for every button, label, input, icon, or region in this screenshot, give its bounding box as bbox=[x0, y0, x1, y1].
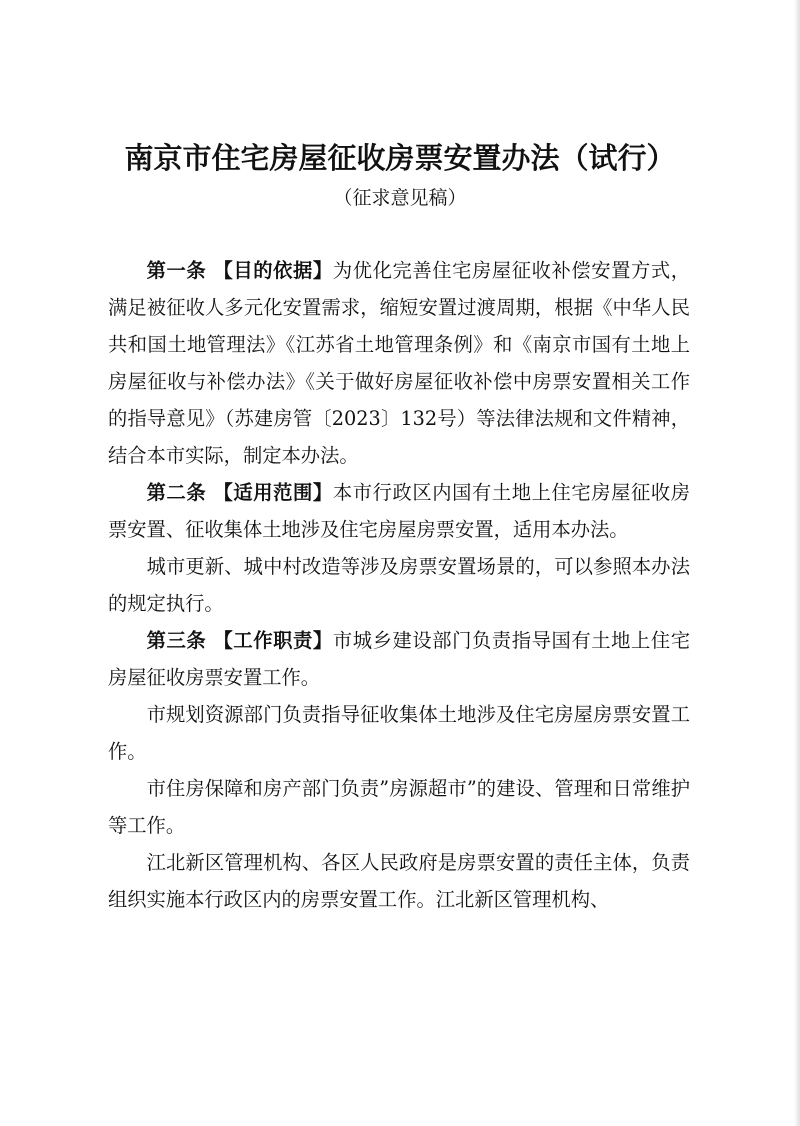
article-heading: 第一条 【目的依据】 bbox=[146, 259, 333, 282]
paragraph-text: 为优化完善住宅房屋征收补偿安置方式，满足被征收人多元化安置需求，缩短安置过渡周期，根据《中华人民共和国土地管理法》《江苏省土地管理条例》和《南京市国有土地上房屋征收与补偿办法》《关于做好房屋征收补偿中房票安置相关工作的指导意见》（苏建房管〔2023〕132号）等法律法规和文件精神，结合本市实际，制定本办法。 bbox=[108, 259, 691, 467]
paragraph-article-3-clause-1 bbox=[108, 696, 690, 770]
document-body bbox=[108, 252, 690, 918]
paragraph-text: 本市行政区内国有土地上住宅房屋征收房票安置、征收集体土地涉及住宅房屋房票安置，适用本办法。 bbox=[108, 481, 691, 541]
paragraph-text: 市规划资源部门负责指导征收集体土地涉及住宅房屋房票安置工作。 bbox=[108, 703, 690, 763]
paragraph-text: 市住房保障和房产部门负责”房源超市”的建设、管理和日常维护等工作。 bbox=[108, 777, 690, 837]
paragraph-text: 江北新区管理机构、各区人民政府是房票安置的责任主体，负责组织实施本行政区内的房票安置工作。江北新区管理机构、 bbox=[108, 851, 690, 911]
document-subtitle: （征求意见稿） bbox=[333, 187, 467, 209]
paragraph-article-2 bbox=[108, 474, 690, 548]
article-heading: 第二条 【适用范围】 bbox=[146, 481, 333, 504]
paragraph-text: 市城乡建设部门负责指导国有土地上住宅房屋征收房票安置工作。 bbox=[108, 629, 691, 689]
paragraph-article-3-clause-3 bbox=[108, 844, 690, 918]
document-title: 南京市住宅房屋征收房票安置办法（试行） bbox=[124, 141, 676, 175]
article-heading: 第三条 【工作职责】 bbox=[146, 629, 333, 652]
paragraph-article-3 bbox=[108, 622, 690, 696]
page-edge-shadow bbox=[794, 0, 800, 1126]
paragraph-article-2-clause bbox=[108, 548, 690, 622]
paragraph-article-3-clause-2 bbox=[108, 770, 690, 844]
paragraph-text: 城市更新、城中村改造等涉及房票安置场景的，可以参照本办法的规定执行。 bbox=[108, 555, 690, 615]
paragraph-article-1 bbox=[108, 252, 690, 474]
